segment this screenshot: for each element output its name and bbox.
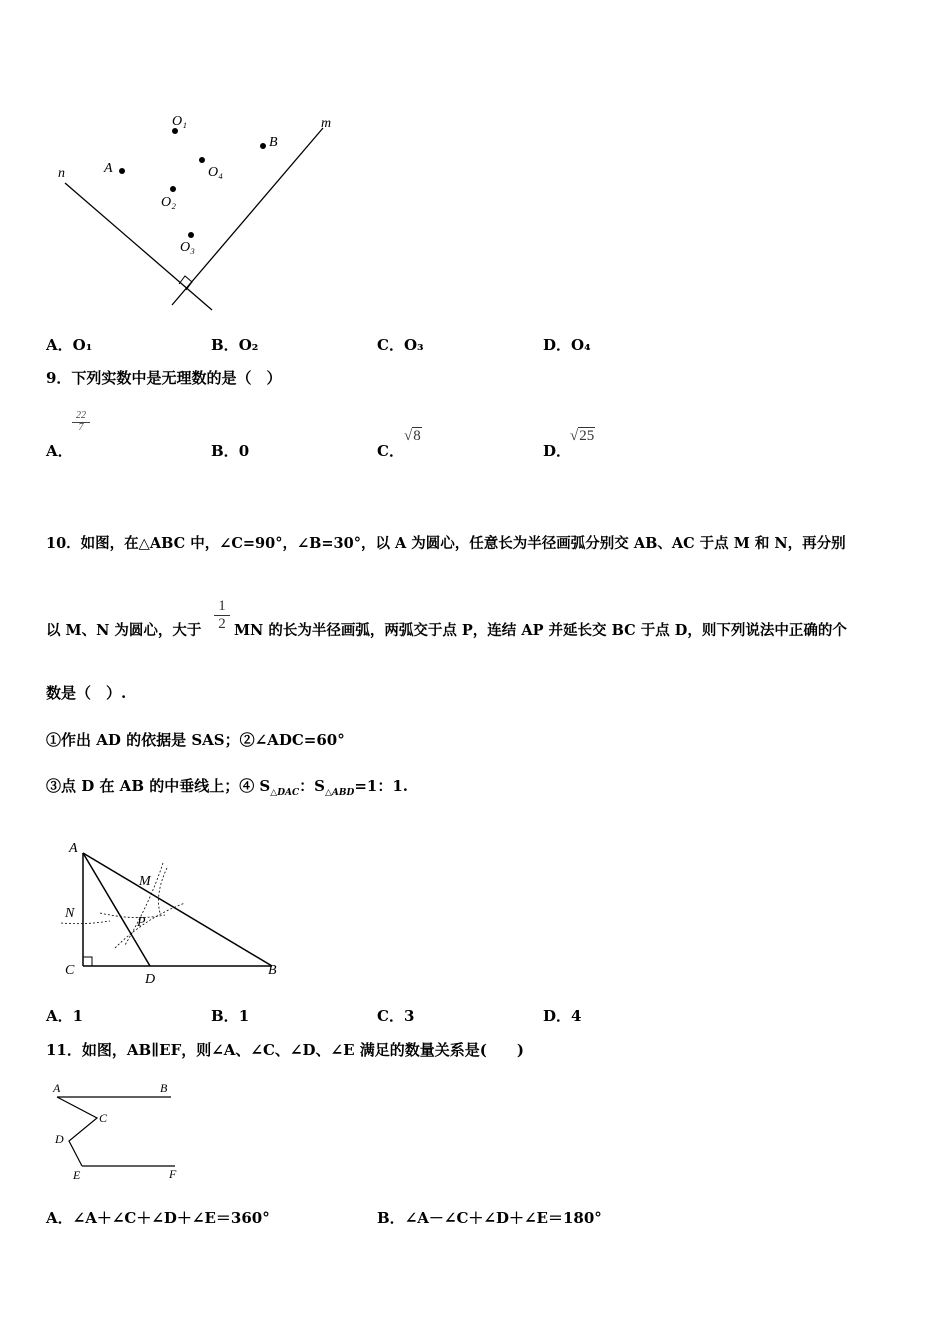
q8-option-d[interactable] [543,338,591,353]
segment-ad [83,853,150,966]
label-o3: O₃ [180,240,195,255]
q10-line2 [46,624,201,639]
q10-option-b[interactable] [211,1009,249,1024]
q8-figure [40,105,360,320]
q10-line3: 数是（ ）. [46,684,127,702]
option-key: B． [377,1209,405,1227]
radicand: 8 [413,428,421,444]
arc-a [61,921,110,924]
label-m: M [139,874,151,889]
q10-figure [55,833,295,988]
q9-option-d-radical [570,428,595,445]
option-text: 1 [72,1007,84,1025]
stmt2-sub1: △DAC [270,788,300,798]
q8-option-c[interactable] [377,338,424,353]
label-n: n [58,166,65,181]
q11-stem: 11．如图，AB∥EF，则∠A、∠C、∠D、∠E 满足的数量关系是( ) [46,1041,524,1059]
q9-option-d[interactable] [543,444,571,459]
option-text: 4 [571,1007,582,1025]
label-d: D [55,1132,64,1146]
radicand: 25 [579,428,595,444]
label-f: F [169,1167,177,1181]
point-o3 [188,232,194,238]
q10-line2-pre: 以 M、N 为圆心，大于 [46,622,202,639]
sqrt-icon: √ [404,428,413,444]
q8-option-a[interactable] [46,338,92,353]
q10-line2-post: MN 的长为半径画弧，两弧交于点 P，连结 AP 并延长交 BC 于点 D，则下列说法中正确的个 [234,622,847,639]
fraction-numerator: 22 [76,410,86,421]
label-p: P [137,915,146,930]
arc-m [159,868,167,913]
q10-half-fraction [214,598,230,634]
option-text: 3 [403,1007,415,1025]
label-o4: O₄ [208,165,223,180]
stmt2-mid: ：S [299,777,325,795]
option-key: C． [377,336,404,354]
option-key: A． [46,1209,73,1227]
option-key: A． [46,1007,73,1025]
option-text: ∠A＋∠C＋∠D＋∠E＝360° [72,1209,270,1227]
stmt2-sub2: △ABD [325,788,355,798]
point-o4 [199,157,205,163]
q9-stem: 9．下列实数中是无理数的是（ ） [46,369,282,387]
option-text: O₁ [72,336,93,354]
sqrt-icon: √ [570,428,579,444]
q9-option-a-fraction [72,411,90,433]
label-a: A [69,841,78,856]
label-n: N [65,906,75,921]
option-key: C． [377,1007,404,1025]
label-c: C [65,963,75,978]
option-key: D． [543,1007,572,1025]
option-key: D． [543,336,572,354]
label-c: C [99,1111,108,1125]
point-a [119,168,125,174]
label-a: A [53,1081,61,1095]
label-o2: O₂ [161,195,176,210]
option-text: 0 [238,442,250,460]
point-b [260,143,266,149]
q10-statement-2 [46,779,408,798]
q10-statement-1: ①作出 AD 的依据是 SAS；②∠ADC=60° [46,731,345,749]
q11-figure [45,1078,195,1188]
arc-n [100,913,165,918]
q9-option-c[interactable] [377,444,404,459]
q10-line1: 10．如图，在△ABC 中，∠C=90°，∠B=30°，以 A 为圆心，任意长为半径画弧分别交 AB、AC 于点 M 和 N，再分别 [46,535,846,552]
label-b: B [160,1081,168,1095]
option-key: B． [211,336,239,354]
option-text: O₄ [571,336,591,354]
label-a: A [104,161,113,176]
label-d: D [145,972,156,987]
label-b: B [268,963,277,978]
label-m: m [321,116,332,131]
q9-option-b[interactable] [211,444,249,459]
q10-option-c[interactable] [377,1009,414,1024]
option-key: C． [377,442,404,460]
q9-option-c-radical [404,428,422,445]
label-b: B [269,135,278,150]
q11-option-b[interactable] [377,1211,602,1226]
fraction-denominator: 7 [72,422,90,434]
stmt2-pre: ③点 D 在 AB 的中垂线上；④ S [46,777,271,795]
q11-option-a[interactable] [46,1211,270,1226]
label-o1: O₁ [172,114,187,129]
option-text: O₂ [238,336,259,354]
point-o2 [170,186,176,192]
q8-option-b[interactable] [211,338,258,353]
right-angle-mark [83,957,92,966]
option-text: ∠A－∠C＋∠D＋∠E＝180° [404,1209,602,1227]
option-text: 1 [238,1007,250,1025]
q10-option-a[interactable] [46,1009,83,1024]
fraction-numerator: 1 [218,598,226,614]
q10-option-d[interactable] [543,1009,581,1024]
option-key: B． [211,1007,239,1025]
fraction-denominator: 2 [214,615,230,633]
option-key: B． [211,442,239,460]
side-ab [83,853,272,966]
line-m [172,128,323,305]
option-key: A． [46,336,73,354]
option-text: O₃ [403,336,424,354]
option-key: A． [46,442,73,460]
label-e: E [73,1168,81,1182]
q9-option-a[interactable] [46,444,73,459]
stmt2-post: =1：1. [354,777,408,795]
option-key: D． [543,442,572,460]
